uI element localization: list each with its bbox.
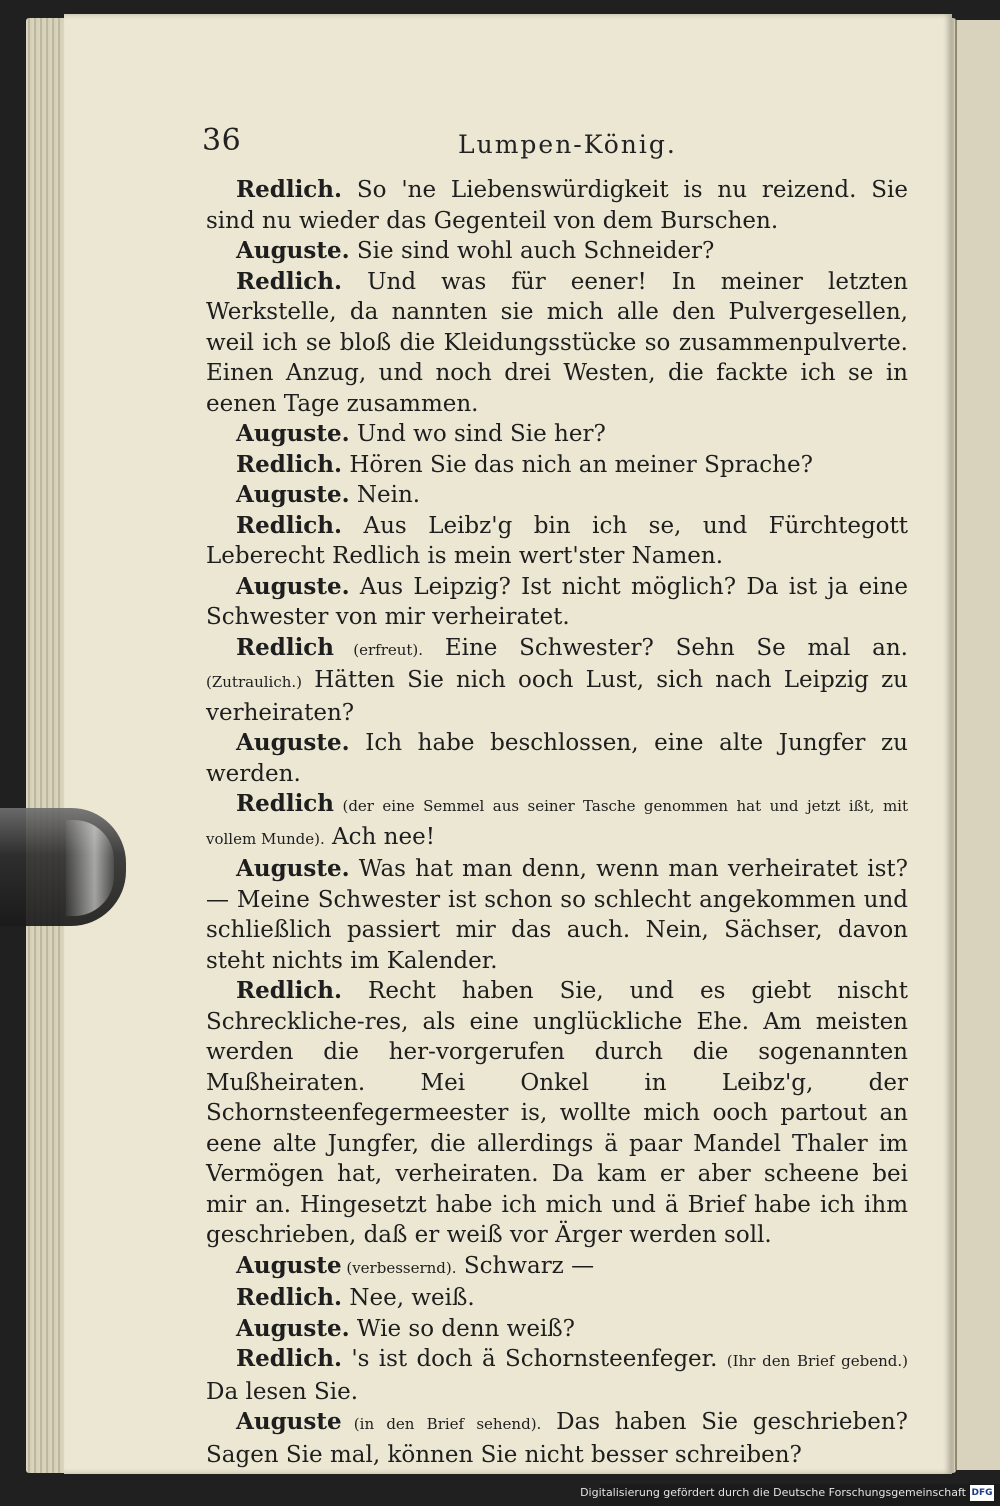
spoken-line: Recht haben Sie, und es giebt nischt Schreckliche-res, als eine unglückliche Ehe. Am meisten werden die her-vorgerufen durch die sogenannten Mußheiraten. Mei Onkel in Leibz'g, der Schornsteenfegermeester is, wollte mich ooch partout an eene alte Jungfer, die allerdings ä paar Mandel Thaler im Vermögen hat, verheiraten. Da kam er aber scheene bei mir an. Hingesetzt habe ich mich und ä Brief habe ich ihm geschrieben, daß er weiß vor Ärger werden soll.: [206, 978, 908, 1248]
dialogue-paragraph: [206, 854, 908, 976]
dialogue-paragraph: [206, 267, 908, 420]
dialogue-text: [206, 175, 908, 1470]
spoken-line: Sie sind wohl auch Schneider?: [349, 238, 715, 264]
dialogue-paragraph: [206, 175, 908, 236]
facing-page-edge: [955, 20, 1000, 1470]
speaker-name: Auguste.: [236, 855, 350, 882]
dialogue-paragraph: [206, 728, 908, 789]
speaker-name: Auguste.: [236, 572, 350, 600]
speaker-name: Auguste.: [236, 729, 350, 756]
stage-direction: (Zutraulich.): [206, 673, 303, 691]
spoken-line: Und wo sind Sie her?: [349, 421, 606, 447]
dialogue-paragraph: [206, 1251, 908, 1284]
speaker-name: Redlich.: [236, 511, 343, 539]
funding-credit: Digitalisierung gefördert durch die Deutsche Forschungsgemeinschaft: [580, 1486, 966, 1499]
stage-direction: (der eine Semmel aus seiner Tasche genommen hat und jetzt ißt, mit vollem Munde).: [206, 797, 908, 848]
speaker-name: Auguste.: [236, 420, 350, 447]
dialogue-paragraph: [206, 450, 908, 481]
speaker-name: Auguste.: [236, 1314, 350, 1342]
speaker-name: Auguste.: [236, 481, 350, 508]
dialogue-paragraph: [206, 572, 908, 633]
speaker-name: Auguste: [236, 1408, 342, 1435]
stage-direction: (Ihr den Brief gebend.): [726, 1352, 909, 1370]
spoken-line: Aus Leipzig? Ist nicht möglich? Da ist ja eine Schwester von mir verheiratet.: [206, 573, 908, 630]
speaker-name: Redlich.: [236, 267, 343, 295]
spoken-line: Ich habe beschlossen, eine alte Jungfer zu werden.: [206, 730, 908, 787]
stage-direction: (verbessernd).: [341, 1258, 457, 1277]
dialogue-paragraph: [206, 633, 908, 729]
spoken-line: Eine Schwester? Sehn Se mal an.: [423, 634, 908, 661]
dialogue-paragraph: [206, 1344, 908, 1407]
spoken-line: Schwarz —: [456, 1252, 595, 1279]
stage-direction: (in den Brief sehend).: [341, 1415, 542, 1433]
spoken-line: Aus Leibz'g bin ich se, und Fürchtegott Leberecht Redlich is mein wert'ster Namen.: [206, 512, 908, 569]
speaker-name: Redlich.: [236, 1345, 343, 1372]
spoken-line: Das haben Sie geschrieben? Sagen Sie mal, können Sie nicht besser schreiben?: [206, 1409, 909, 1468]
spoken-line: Da lesen Sie.: [206, 1378, 359, 1405]
speaker-name: Redlich.: [236, 977, 343, 1004]
dialogue-paragraph: [206, 976, 908, 1251]
speaker-name: Redlich.: [236, 1284, 343, 1311]
dialogue-paragraph: [206, 236, 908, 267]
spoken-line: Hören Sie das nich an meiner Sprache?: [342, 451, 813, 478]
dialogue-paragraph: [206, 419, 908, 450]
spoken-line: Wie so denn weiß?: [349, 1315, 576, 1342]
spoken-line: Hätten Sie nich ooch Lust, sich nach Leipzig zu verheiraten?: [206, 667, 908, 726]
speaker-name: Auguste: [236, 1251, 342, 1279]
speaker-name: Redlich: [236, 633, 335, 661]
page-number: 36: [202, 123, 242, 158]
dialogue-paragraph: [206, 1283, 908, 1314]
speaker-name: Redlich.: [236, 176, 343, 203]
spoken-line: Was hat man denn, wenn man verheiratet ist? — Meine Schwester ist schon so schlecht angekommen und schließlich passiert mir das auch. Nein, Sächser, davon steht nichts im Kalender.: [206, 856, 908, 974]
spoken-line: 's ist doch ä Schornsteenfeger.: [342, 1346, 727, 1372]
spoken-line: Nein.: [349, 482, 421, 508]
spoken-line: Ach nee!: [324, 823, 435, 850]
spoken-line: So 'ne Liebenswürdigkeit is nu reizend. Sie sind nu wieder das Gegenteil von dem Burschen.: [206, 177, 908, 234]
dialogue-paragraph: [206, 1407, 908, 1470]
dialogue-paragraph: [206, 480, 908, 511]
speaker-name: Redlich: [236, 790, 335, 817]
dfg-logo: DFG: [970, 1485, 994, 1501]
speaker-name: Redlich.: [236, 450, 343, 478]
dialogue-paragraph: [206, 789, 908, 854]
dialogue-paragraph: [206, 1314, 908, 1345]
spoken-line: Nee, weiß.: [342, 1285, 475, 1311]
running-head: Lumpen-König.: [458, 130, 677, 159]
stage-direction: (erfreut).: [334, 640, 424, 659]
speaker-name: Auguste.: [236, 237, 350, 264]
dialogue-paragraph: [206, 511, 908, 572]
spoken-line: Und was für eener! In meiner letzten Werkstelle, da nannten sie mich alle den Pulvergesellen, weil ich se bloß die Kleidungsstücke so zusammenpulverte. Einen Anzug, und noch drei Westen, die fackte ich se in eenen Tage zusammen.: [206, 268, 908, 417]
